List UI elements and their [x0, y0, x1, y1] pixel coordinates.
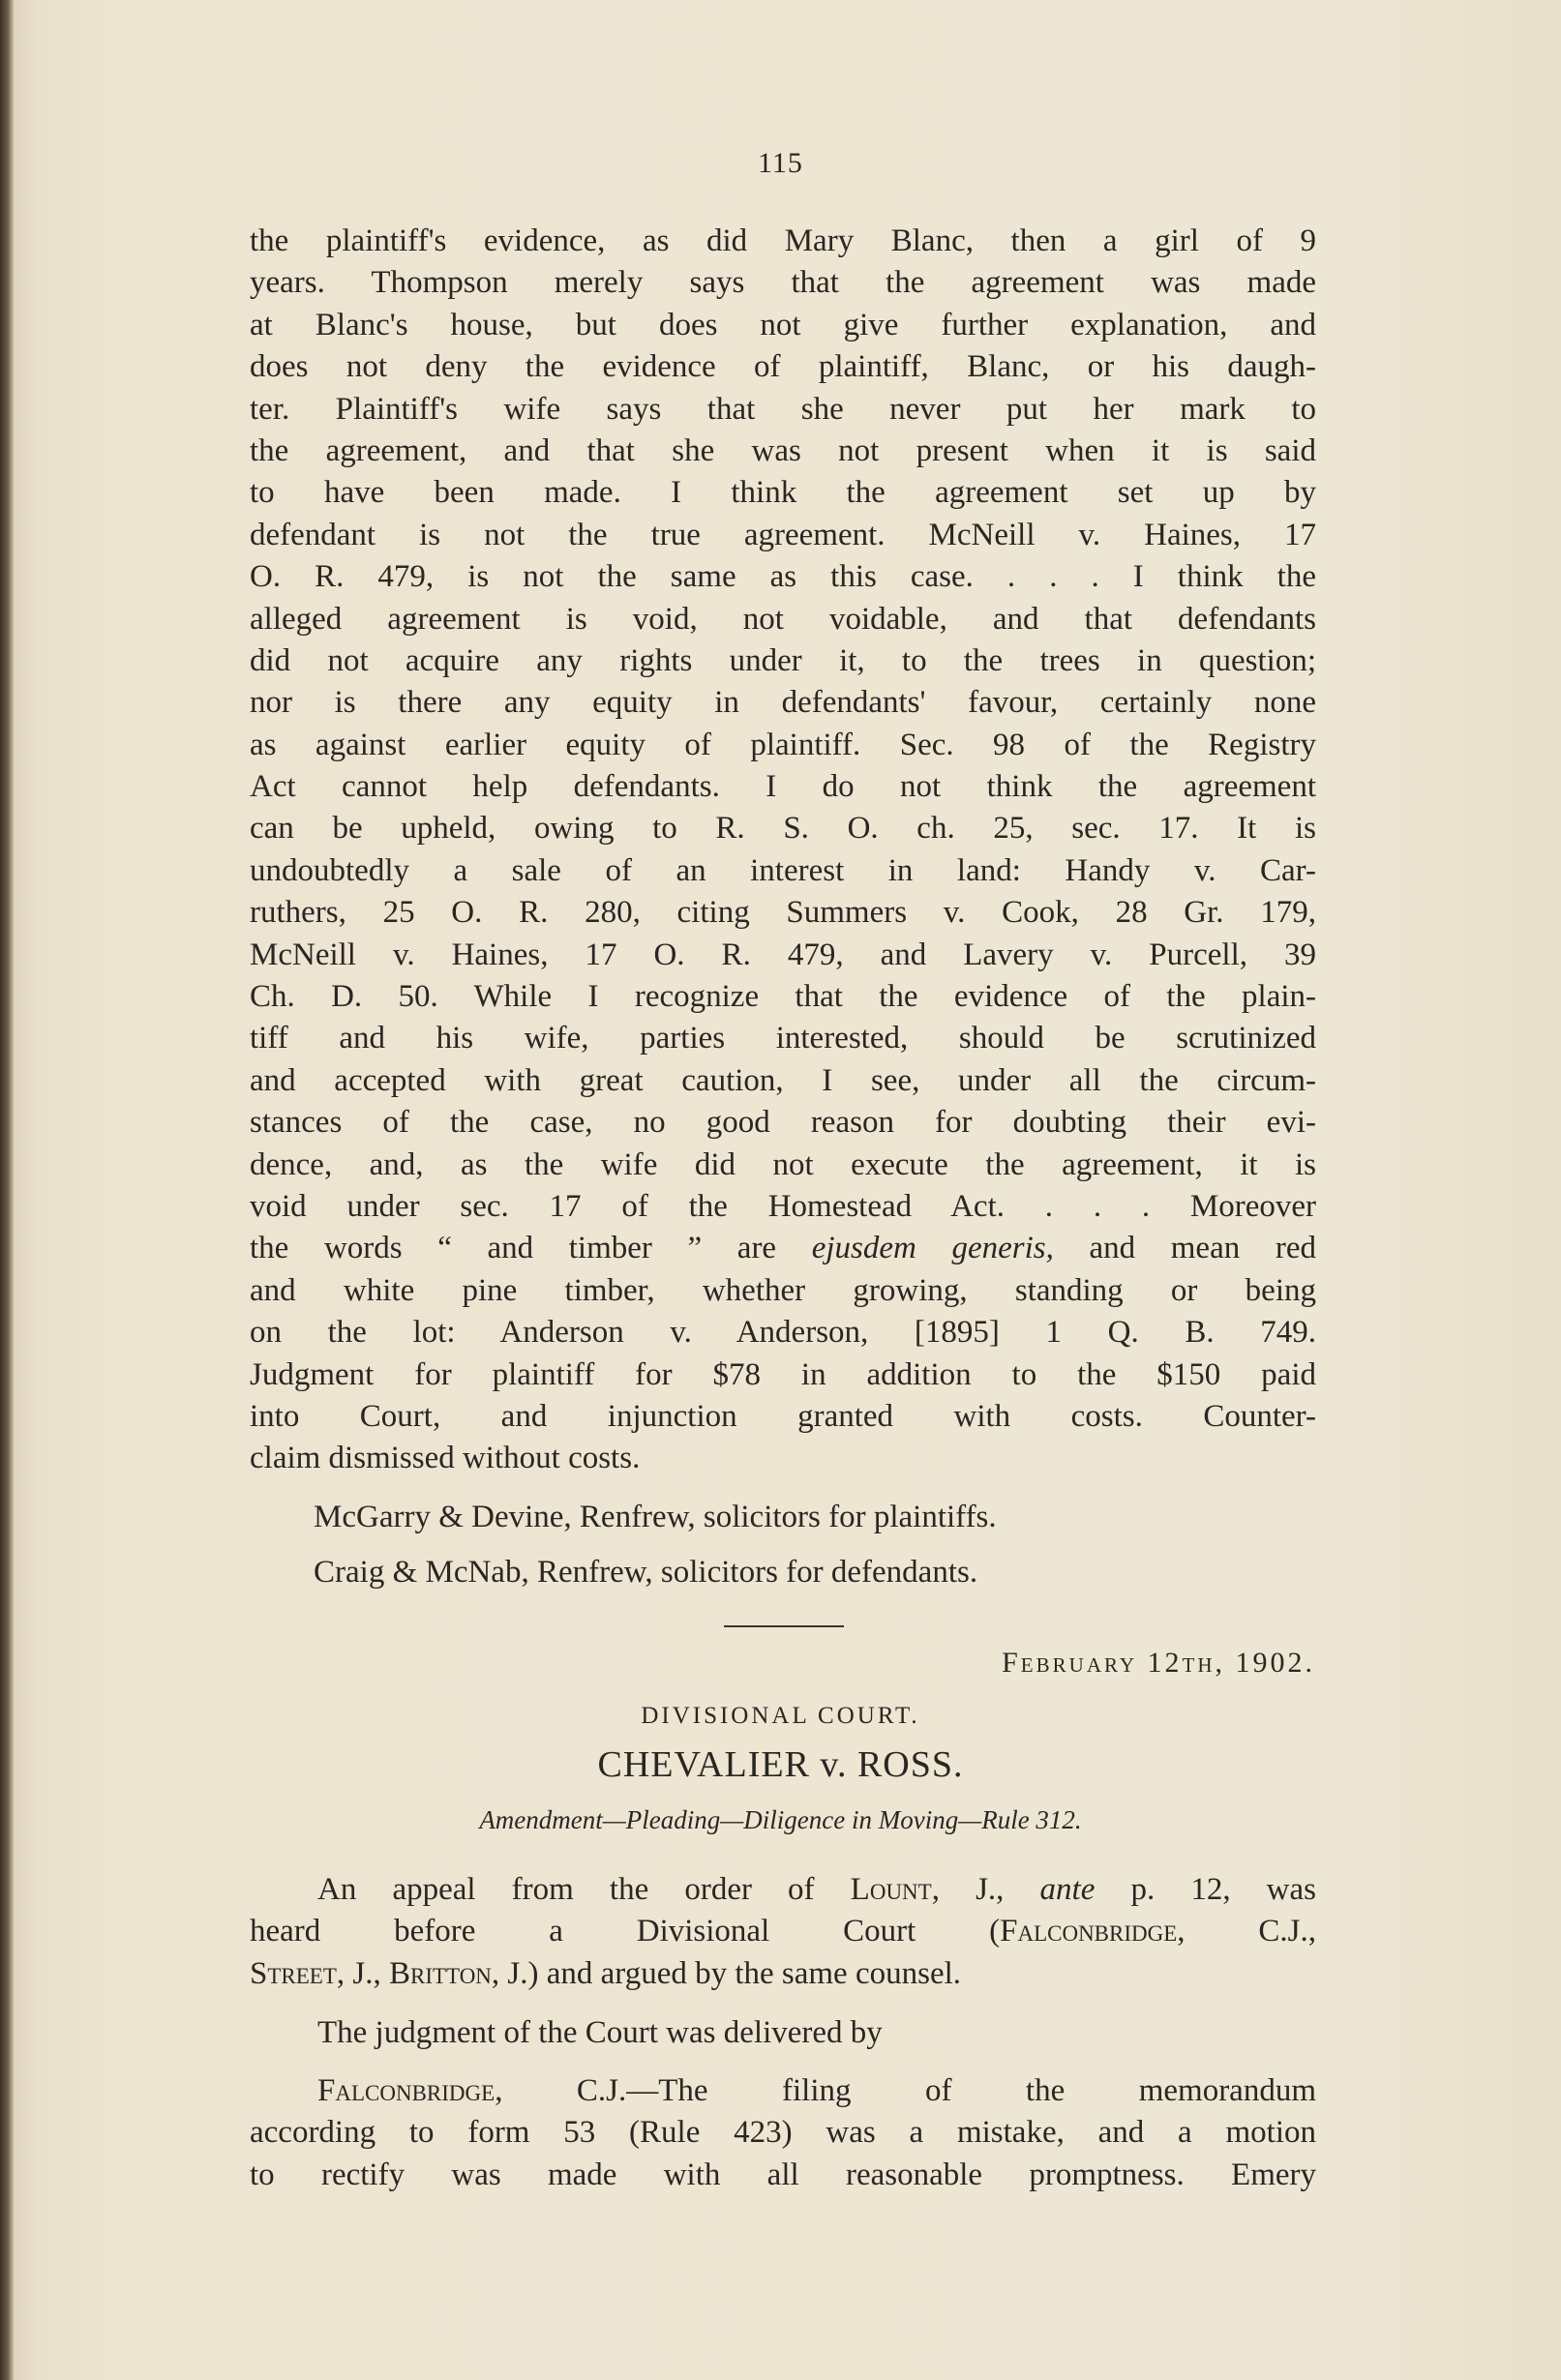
text-line: ter. Plaintiff's wife says that she never put her mark to: [250, 391, 1316, 427]
solicitors-defendants: Craig & McNab, Renfrew, solicitors for defendants.: [314, 1555, 978, 1590]
text-line: O. R. 479, is not the same as this case. . . . I think the: [250, 559, 1316, 595]
judgment-body: [250, 221, 1316, 1480]
text-line: The judgment of the Court was delivered by: [317, 2015, 883, 2050]
text-line: [250, 1953, 1316, 1995]
section-divider: [724, 1625, 844, 1627]
court-name: DIVISIONAL COURT.: [641, 1703, 920, 1729]
text-line: does not deny the evidence of plaintiff, Blanc, or his daugh-: [250, 349, 1316, 385]
text-line: void under sec. 17 of the Homestead Act. . . . Moreover: [250, 1188, 1316, 1224]
latin-word: ante: [1039, 1872, 1096, 1907]
text-line: and white pine timber, whether growing, standing or being: [250, 1272, 1316, 1308]
judgment-intro: [250, 2012, 1316, 2054]
text-line: alleged agreement is void, not voidable, and that defendants: [250, 601, 1316, 637]
text-run: An appeal from the order of: [317, 1872, 851, 1907]
text-line: to have been made. I think the agreement set up by: [250, 475, 1316, 511]
text-line: at Blanc's house, but does not give further explanation, and: [250, 307, 1316, 342]
text-line: years. Thompson merely says that the agreement was made: [250, 265, 1316, 301]
text-line: McNeill v. Haines, 17 O. R. 479, and Lavery v. Purcell, 39: [250, 937, 1316, 972]
text-run: the words “ and timber ” are: [250, 1231, 812, 1266]
text-line: into Court, and injunction granted with costs. Counter-: [250, 1398, 1316, 1434]
text-line: on the lot: Anderson v. Anderson, [1895] 1 Q. B. 749.: [250, 1315, 1316, 1351]
text-run: p. 12, was: [1095, 1872, 1316, 1907]
latin-phrase: ejusdem generis,: [811, 1231, 1054, 1266]
text-line: [250, 1869, 1316, 1911]
text-line: as against earlier equity of plaintiff. Sec. 98 of the Registry: [250, 727, 1316, 762]
text-run: , J.) and argued by the same counsel.: [491, 1955, 962, 1991]
text-line: claim dismissed without costs.: [250, 1441, 641, 1476]
text-line: Judgment for plaintiff for $78 in addition to the $150 paid: [250, 1356, 1316, 1392]
text-line: Ch. D. 50. While I recognize that the evidence of the plain-: [250, 979, 1316, 1015]
judge-name: Lount: [850, 1872, 932, 1907]
judge-name: Falconbridge: [1000, 1914, 1178, 1949]
text-line: can be upheld, owing to R. S. O. ch. 25, sec. 17. It is: [250, 811, 1316, 847]
text-line: and accepted with great caution, I see, under all the circum-: [250, 1062, 1316, 1098]
judge-name: Street: [250, 1955, 337, 1991]
text-line: [250, 1911, 1316, 1952]
headnote: Amendment—Pleading—Diligence in Moving—Rule 312.: [479, 1805, 1082, 1834]
text-line: nor is there any equity in defendants' favour, certainly none: [250, 685, 1316, 721]
text-line: Act cannot help defendants. I do not think the agreement: [250, 769, 1316, 805]
page-number: 115: [758, 147, 803, 179]
judge-name: Britton: [389, 1955, 492, 1991]
text-line: the agreement, and that she was not present when it is said: [250, 432, 1316, 468]
text-line: undoubtedly a sale of an interest in land: Handy v. Car-: [250, 852, 1316, 888]
text-line: stances of the case, no good reason for doubting their evi-: [250, 1105, 1316, 1141]
text-line: dence, and, as the wife did not execute the agreement, it is: [250, 1146, 1316, 1182]
text-run: , J.,: [931, 1872, 1040, 1907]
text-line: according to form 53 (Rule 423) was a mistake, and a motion: [250, 2115, 1316, 2151]
text-line: defendant is not the true agreement. McNeill v. Haines, 17: [250, 517, 1316, 552]
book-spine: [0, 0, 14, 2380]
text-line: did not acquire any rights under it, to the trees in question;: [250, 642, 1316, 678]
text-run: , J.,: [336, 1955, 389, 1991]
text-run: heard before a Divisional Court (: [250, 1914, 1001, 1949]
falconbridge-paragraph: [250, 2070, 1316, 2196]
text-run: and mean red: [1053, 1231, 1316, 1266]
text-line: the plaintiff's evidence, as did Mary Blanc, then a girl of 9: [250, 223, 1316, 258]
solicitors-plaintiffs: McGarry & Devine, Renfrew, solicitors for plaintiffs.: [314, 1500, 997, 1534]
text-line: [250, 1228, 1316, 1269]
text-run: , C.J.—The filing of the memorandum: [495, 2073, 1316, 2108]
text-line: [250, 2070, 1316, 2112]
judge-name: Falconbridge: [317, 2073, 495, 2108]
decision-date: February 12th, 1902.: [1002, 1647, 1315, 1679]
text-line: to rectify was made with all reasonable promptness. Emery: [250, 2157, 1316, 2192]
case-title: CHEVALIER v. ROSS.: [597, 1744, 964, 1785]
text-line: tiff and his wife, parties interested, should be scrutinized: [250, 1021, 1316, 1056]
text-line: ruthers, 25 O. R. 280, citing Summers v. Cook, 28 Gr. 179,: [250, 895, 1316, 931]
appeal-paragraph: [250, 1869, 1316, 1995]
text-run: , C.J.,: [1177, 1914, 1316, 1949]
